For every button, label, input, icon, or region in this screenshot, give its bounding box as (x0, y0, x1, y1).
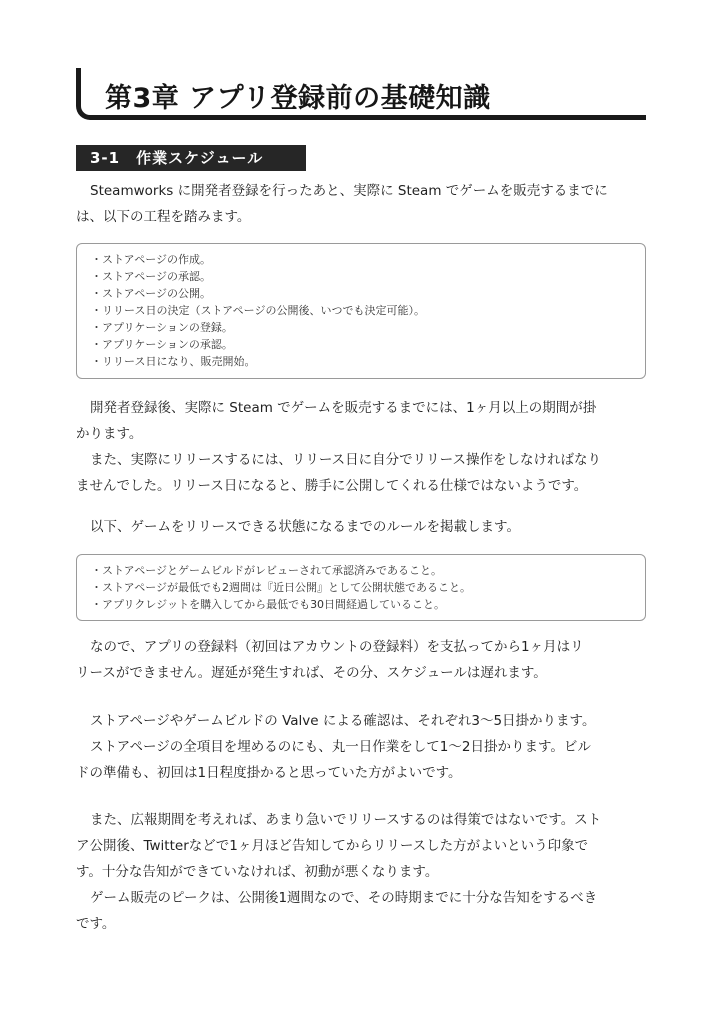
list-item: ・ストアページとゲームビルドがレビューされて承認済みであること。 (91, 564, 443, 577)
text-line: リースができません。遅延が発生すれば、その分、スケジュールは遅れます。 (76, 665, 547, 681)
text-line: す。十分な告知ができていなければ、初動が悪くなります。 (76, 864, 439, 880)
text-line: また、広報期間を考えれば、あまり急いでリリースするのは得策ではないです。スト (90, 812, 602, 828)
fee-paragraph (76, 634, 654, 686)
text-line: かります。 (76, 426, 143, 442)
text-line: です。 (76, 916, 116, 932)
list-item: ・ストアページが最低でも2週間は『近日公開』として公開状態であること。 (91, 581, 472, 594)
list-item: ・リリース日の決定（ストアページの公開後、いつでも決定可能）。 (91, 304, 425, 317)
chapter-heading (76, 68, 646, 120)
text-line: ませんでした。リリース日になると、勝手に公開してくれる仕様ではないようです。 (76, 478, 588, 494)
rules-intro-paragraph (76, 514, 654, 540)
text-line: は、以下の工程を踏みます。 (76, 209, 251, 225)
text-line: 以下、ゲームをリリースできる状態になるまでのルールを掲載します。 (90, 519, 520, 535)
list-item: ・リリース日になり、販売開始。 (91, 355, 256, 368)
list-item: ・ストアページの承認。 (91, 270, 212, 283)
list-item: ・アプリケーションの登録。 (91, 321, 233, 334)
review-paragraph (76, 708, 654, 786)
text-line: ストアページやゲームビルドの Valve による確認は、それぞれ3〜5日掛かります。 (90, 713, 596, 729)
release-rules-box (76, 554, 646, 621)
list-item: ・アプリクレジットを購入してから最低でも30日間経過していること。 (91, 598, 446, 611)
chapter-title: 第3章 アプリ登録前の基礎知識 (105, 83, 491, 114)
text-line: Steamworks に開発者登録を行ったあと、実際に Steam でゲームを販売するまでに (90, 183, 608, 199)
intro-paragraph (76, 178, 654, 230)
section-heading: 3-1 作業スケジュール (76, 145, 306, 171)
text-line: ストアページの全項目を埋めるのにも、丸一日作業をして1〜2日掛かります。ビル (90, 739, 591, 755)
text-line: ゲーム販売のピークは、公開後1週間なので、その時期までに十分な告知をするべき (90, 890, 598, 906)
duration-paragraph (76, 395, 654, 499)
process-steps-box (76, 243, 646, 379)
promotion-paragraph (76, 807, 654, 937)
text-line: ア公開後、Twitterなどで1ヶ月ほど告知してからリリースした方がよいという印象で (76, 838, 589, 854)
list-item: ・ストアページの作成。 (91, 253, 212, 266)
text-line: また、実際にリリースするには、リリース日に自分でリリース操作をしなければなり (90, 452, 601, 468)
text-line: なので、アプリの登録料（初回はアカウントの登録料）を支払ってから1ヶ月はリ (90, 639, 584, 655)
list-item: ・アプリケーションの承認。 (91, 338, 233, 351)
text-line: 開発者登録後、実際に Steam でゲームを販売するまでには、1ヶ月以上の期間が掛 (90, 400, 597, 416)
text-line: ドの準備も、初回は1日程度掛かると思っていた方がよいです。 (76, 765, 462, 781)
list-item: ・ストアページの公開。 (91, 287, 212, 300)
